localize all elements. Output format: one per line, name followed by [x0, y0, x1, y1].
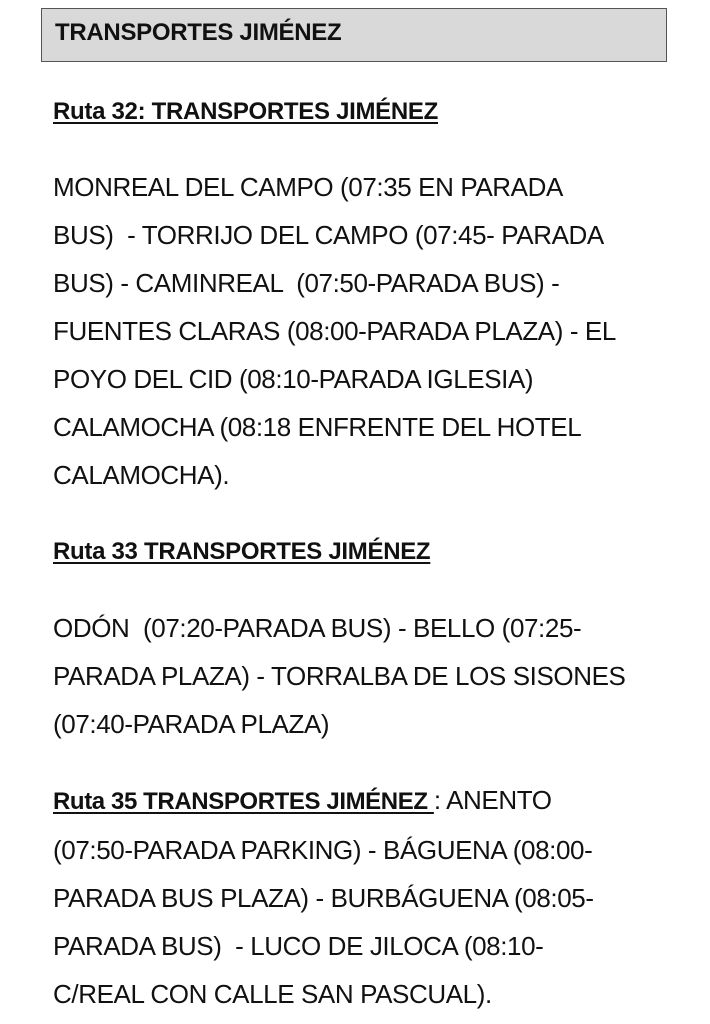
- route-32-stops: [53, 163, 673, 499]
- route-35-first-line: [53, 776, 673, 826]
- route-35-title-suffix: : ANENTO: [433, 785, 552, 815]
- header-box: [41, 8, 667, 62]
- route-line: (07:50-PARADA PARKING) - BÁGUENA (08:00-: [53, 835, 593, 865]
- route-line: C/REAL CON CALLE SAN PASCUAL).: [53, 979, 492, 1009]
- route-33-stops: [53, 604, 673, 748]
- route-line: PARADA PLAZA) - TORRALBA DE LOS SISONES: [53, 661, 626, 691]
- route-32-title: Ruta 32: TRANSPORTES JIMÉNEZ: [53, 98, 438, 125]
- route-line: FUENTES CLARAS (08:00-PARADA PLAZA) - EL: [53, 316, 616, 346]
- route-35-title: Ruta 35 TRANSPORTES JIMÉNEZ: [53, 788, 434, 815]
- route-line: POYO DEL CID (08:10-PARADA IGLESIA): [53, 364, 534, 394]
- route-line: MONREAL DEL CAMPO (07:35 EN PARADA: [53, 172, 563, 202]
- route-line: CALAMOCHA).: [53, 460, 230, 490]
- route-line: CALAMOCHA (08:18 ENFRENTE DEL HOTEL: [53, 412, 582, 442]
- route-line: PARADA BUS PLAZA) - BURBÁGUENA (08:05-: [53, 883, 594, 913]
- route-line: ODÓN (07:20-PARADA BUS) - BELLO (07:25-: [53, 613, 582, 643]
- page-title: TRANSPORTES JIMÉNEZ: [55, 19, 342, 46]
- route-35-stops: [53, 776, 673, 1018]
- route-line: BUS) - TORRIJO DEL CAMPO (07:45- PARADA: [53, 220, 604, 250]
- route-line: (07:40-PARADA PLAZA): [53, 709, 330, 739]
- route-33-title: Ruta 33 TRANSPORTES JIMÉNEZ: [53, 538, 431, 565]
- route-line: PARADA BUS) - LUCO DE JILOCA (08:10-: [53, 931, 544, 961]
- route-line: BUS) - CAMINREAL (07:50-PARADA BUS) -: [53, 268, 560, 298]
